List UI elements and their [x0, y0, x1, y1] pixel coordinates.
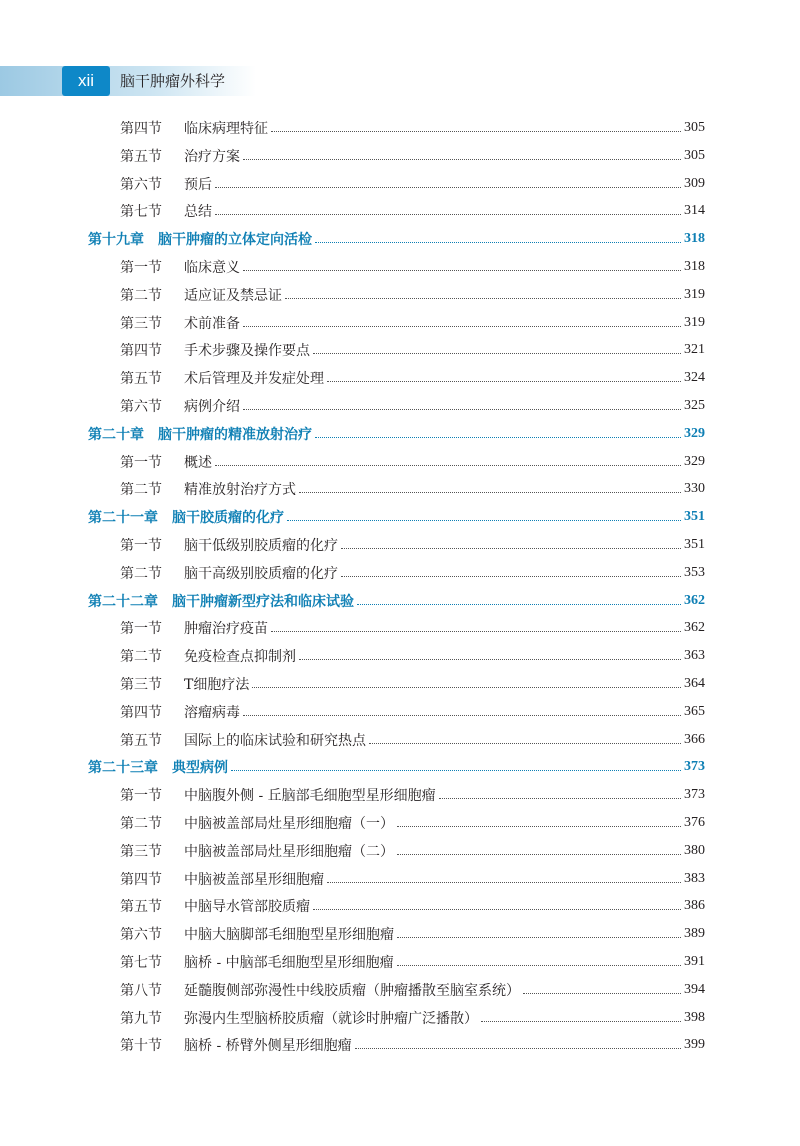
toc-entry-number: 第五节 [120, 899, 162, 916]
toc-entry-page: 351 [684, 509, 705, 525]
toc-section-entry[interactable] [120, 893, 705, 919]
toc-entry-number: 第二十二章 [88, 593, 158, 610]
toc-entry-number: 第六节 [120, 176, 162, 193]
toc-section-entry[interactable] [120, 254, 705, 280]
toc-leader-dots [341, 575, 681, 577]
toc-entry-page: 324 [684, 370, 705, 386]
toc-entry-title: 国际上的临床试验和研究热点 [184, 732, 366, 749]
toc-entry-title: 病例介绍 [184, 399, 240, 415]
toc-entry-page: 391 [684, 954, 705, 969]
toc-entry-number: 第二十章 [88, 426, 144, 443]
toc-entry-page: 329 [684, 453, 705, 469]
toc-entry-number: 第七节 [120, 955, 162, 971]
toc-entry-page: 309 [684, 175, 705, 191]
toc-leader-dots [243, 269, 681, 271]
toc-entry-number: 第八节 [120, 982, 162, 999]
toc-entry-page: 364 [684, 676, 705, 691]
toc-chapter-entry[interactable] [88, 226, 705, 252]
toc-entry-title: 适应证及禁忌证 [184, 287, 282, 304]
toc-leader-dots [287, 519, 681, 521]
toc-entry-number: 第七节 [120, 204, 162, 221]
toc-leader-dots [369, 742, 681, 744]
toc-leader-dots [271, 630, 681, 632]
toc-chapter-entry[interactable] [88, 754, 705, 780]
toc-entry-number: 第九节 [120, 1010, 162, 1027]
toc-leader-dots [243, 714, 681, 716]
toc-leader-dots [215, 213, 681, 215]
toc-leader-dots [357, 603, 681, 605]
toc-leader-dots [299, 491, 681, 493]
toc-section-entry[interactable] [120, 393, 705, 419]
toc-section-entry[interactable] [120, 1032, 705, 1058]
toc-section-entry[interactable] [120, 171, 705, 197]
toc-entry-page: 383 [684, 870, 705, 886]
toc-leader-dots [285, 297, 681, 299]
toc-entry-title: 中脑被盖部局灶星形细胞瘤（一） [184, 816, 394, 832]
toc-entry-title: 预后 [184, 176, 212, 193]
toc-section-entry[interactable] [120, 782, 705, 808]
toc-entry-title: 脑干低级别胶质瘤的化疗 [184, 538, 338, 554]
toc-entry-title: 精准放射治疗方式 [184, 482, 296, 499]
toc-leader-dots [215, 186, 681, 188]
toc-section-entry[interactable] [120, 671, 705, 697]
toc-entry-title: T细胞疗法 [184, 677, 250, 693]
toc-entry-number: 第二节 [120, 565, 162, 582]
toc-section-entry[interactable] [120, 282, 705, 308]
toc-leader-dots [315, 241, 681, 243]
toc-entry-title: 脑干肿瘤新型疗法和临床试验 [172, 593, 354, 610]
toc-entry-number: 第二十三章 [88, 760, 158, 777]
toc-entry-number: 第四节 [120, 871, 162, 888]
toc-entry-title: 溶瘤病毒 [184, 704, 240, 721]
toc-section-entry[interactable] [120, 727, 705, 753]
toc-leader-dots [299, 658, 681, 660]
toc-entry-number: 第四节 [120, 343, 162, 360]
toc-entry-page: 325 [684, 398, 705, 413]
toc-leader-dots [243, 408, 681, 410]
toc-chapter-entry[interactable] [88, 504, 705, 530]
toc-leader-dots [271, 130, 681, 132]
toc-section-entry[interactable] [120, 337, 705, 363]
toc-entry-number: 第三节 [120, 315, 162, 332]
toc-leader-dots [231, 769, 681, 771]
toc-entry-title: 临床病理特征 [184, 121, 268, 137]
toc-leader-dots [341, 547, 681, 549]
toc-entry-title: 肿瘤治疗疫苗 [184, 621, 268, 638]
toc-entry-title: 脑桥 - 中脑部毛细胞型星形细胞瘤 [184, 955, 394, 971]
toc-leader-dots [252, 686, 681, 688]
toc-entry-title: 中脑被盖部星形细胞瘤 [184, 871, 324, 888]
toc-entry-number: 第五节 [120, 148, 162, 165]
toc-section-entry[interactable] [120, 977, 705, 1003]
toc-entry-page: 305 [684, 147, 705, 163]
toc-entry-number: 第十节 [120, 1038, 162, 1055]
page-number: xii [62, 66, 110, 96]
book-title: 脑干肿瘤外科学 [120, 72, 226, 90]
toc-entry-number: 第四节 [120, 704, 162, 721]
toc-entry-title: 免疫检查点抑制剂 [184, 649, 296, 666]
toc-entry-title: 脑干肿瘤的立体定向活检 [158, 232, 312, 249]
toc-entry-number: 第六节 [120, 927, 162, 944]
toc-section-entry[interactable] [120, 643, 705, 669]
toc-entry-number: 第五节 [120, 371, 162, 388]
toc-section-entry[interactable] [120, 310, 705, 336]
toc-section-entry[interactable] [120, 365, 705, 391]
toc-entry-number: 第一节 [120, 621, 162, 638]
toc-entry-page: 314 [684, 203, 705, 219]
toc-section-entry[interactable] [120, 699, 705, 725]
toc-section-entry[interactable] [120, 449, 705, 475]
toc-entry-title: 典型病例 [172, 760, 228, 777]
toc-entry-title: 脑干肿瘤的精准放射治疗 [158, 426, 312, 443]
toc-leader-dots [313, 908, 681, 910]
toc-entry-page: 330 [684, 481, 705, 497]
toc-entry-number: 第五节 [120, 732, 162, 749]
toc-entry-title: 术前准备 [184, 315, 240, 332]
toc-entry-page: 351 [684, 537, 705, 552]
toc-leader-dots [355, 1047, 681, 1049]
toc-leader-dots [327, 380, 681, 382]
toc-section-entry[interactable] [120, 115, 705, 141]
toc-entry-number: 第四节 [120, 121, 162, 137]
toc-entry-page: 366 [684, 731, 705, 747]
toc-section-entry[interactable] [120, 921, 705, 947]
toc-entry-number: 第二节 [120, 287, 162, 304]
toc-leader-dots [523, 992, 681, 994]
toc-entry-page: 362 [684, 620, 705, 636]
toc-chapter-entry[interactable] [88, 588, 705, 614]
toc-entry-title: 手术步骤及操作要点 [184, 343, 310, 360]
toc-section-entry[interactable] [120, 476, 705, 502]
toc-entry-page: 399 [684, 1037, 705, 1053]
toc-leader-dots [481, 1020, 681, 1022]
toc-entry-page: 362 [684, 592, 705, 608]
toc-entry-page: 398 [684, 1009, 705, 1025]
toc-entry-number: 第三节 [120, 843, 162, 860]
toc-section-entry[interactable] [120, 532, 705, 558]
toc-entry-page: 321 [684, 342, 705, 358]
toc-leader-dots [397, 853, 681, 855]
toc-entry-number: 第一节 [120, 538, 162, 554]
toc-section-entry[interactable] [120, 838, 705, 864]
toc-entry-title: 治疗方案 [184, 148, 240, 165]
toc-entry-page: 389 [684, 926, 705, 942]
toc-entry-page: 380 [684, 842, 705, 858]
toc-chapter-entry[interactable] [88, 421, 705, 447]
toc-leader-dots [397, 964, 681, 966]
toc-entry-number: 第二十一章 [88, 510, 158, 527]
toc-entry-page: 373 [684, 759, 705, 775]
toc-section-entry[interactable] [120, 560, 705, 586]
toc-leader-dots [313, 352, 681, 354]
toc-entry-page: 363 [684, 648, 705, 664]
toc-entry-page: 373 [684, 787, 705, 803]
toc-entry-page: 376 [684, 815, 705, 830]
toc-leader-dots [315, 436, 681, 438]
toc-leader-dots [397, 936, 681, 938]
toc-entry-page: 319 [684, 314, 705, 330]
toc-section-entry[interactable] [120, 810, 705, 836]
toc-entry-title: 中脑大脑脚部毛细胞型星形细胞瘤 [184, 927, 394, 944]
toc-section-entry[interactable] [120, 949, 705, 975]
toc-entry-number: 第十九章 [88, 232, 144, 249]
toc-entry-title: 脑干高级别胶质瘤的化疗 [184, 565, 338, 582]
toc-entry-number: 第二节 [120, 649, 162, 666]
toc-section-entry[interactable] [120, 143, 705, 169]
toc-leader-dots [243, 158, 681, 160]
toc-entry-title: 中脑腹外侧 - 丘脑部毛细胞型星形细胞瘤 [184, 788, 436, 805]
toc-entry-title: 总结 [184, 204, 212, 221]
toc-leader-dots [397, 825, 681, 827]
toc-entry-page: 353 [684, 564, 705, 580]
toc-entry-number: 第三节 [120, 677, 162, 693]
toc-section-entry[interactable] [120, 866, 705, 892]
toc-entry-page: 394 [684, 981, 705, 997]
toc-entry-number: 第六节 [120, 399, 162, 415]
toc-entry-number: 第二节 [120, 816, 162, 832]
toc-entry-title: 中脑导水管部胶质瘤 [184, 899, 310, 916]
toc-entry-page: 386 [684, 898, 705, 914]
toc-entry-number: 第二节 [120, 482, 162, 499]
toc-entry-number: 第一节 [120, 260, 162, 276]
toc-entry-page: 305 [684, 120, 705, 135]
toc-entry-page: 318 [684, 259, 705, 274]
toc-section-entry[interactable] [120, 198, 705, 224]
toc-entry-number: 第一节 [120, 454, 162, 471]
toc-leader-dots [215, 464, 681, 466]
toc-entry-title: 延髓腹侧部弥漫性中线胶质瘤（肿瘤播散至脑室系统） [184, 982, 520, 999]
toc-section-entry[interactable] [120, 615, 705, 641]
toc-leader-dots [243, 325, 681, 327]
toc-entry-page: 318 [684, 231, 705, 247]
toc-entry-title: 临床意义 [184, 260, 240, 276]
toc-entry-title: 概述 [184, 454, 212, 471]
toc-entry-page: 365 [684, 703, 705, 719]
toc-leader-dots [327, 881, 681, 883]
toc-entry-title: 弥漫内生型脑桥胶质瘤（就诊时肿瘤广泛播散） [184, 1010, 478, 1027]
toc-entry-page: 319 [684, 286, 705, 302]
toc-entry-title: 术后管理及并发症处理 [184, 371, 324, 388]
toc-entry-title: 脑干胶质瘤的化疗 [172, 510, 284, 527]
toc-entry-title: 脑桥 - 桥臂外侧星形细胞瘤 [184, 1038, 352, 1055]
toc-section-entry[interactable] [120, 1005, 705, 1031]
toc-leader-dots [439, 797, 681, 799]
toc-entry-title: 中脑被盖部局灶星形细胞瘤（二） [184, 843, 394, 860]
toc-entry-number: 第一节 [120, 788, 162, 805]
toc-entry-page: 329 [684, 425, 705, 441]
